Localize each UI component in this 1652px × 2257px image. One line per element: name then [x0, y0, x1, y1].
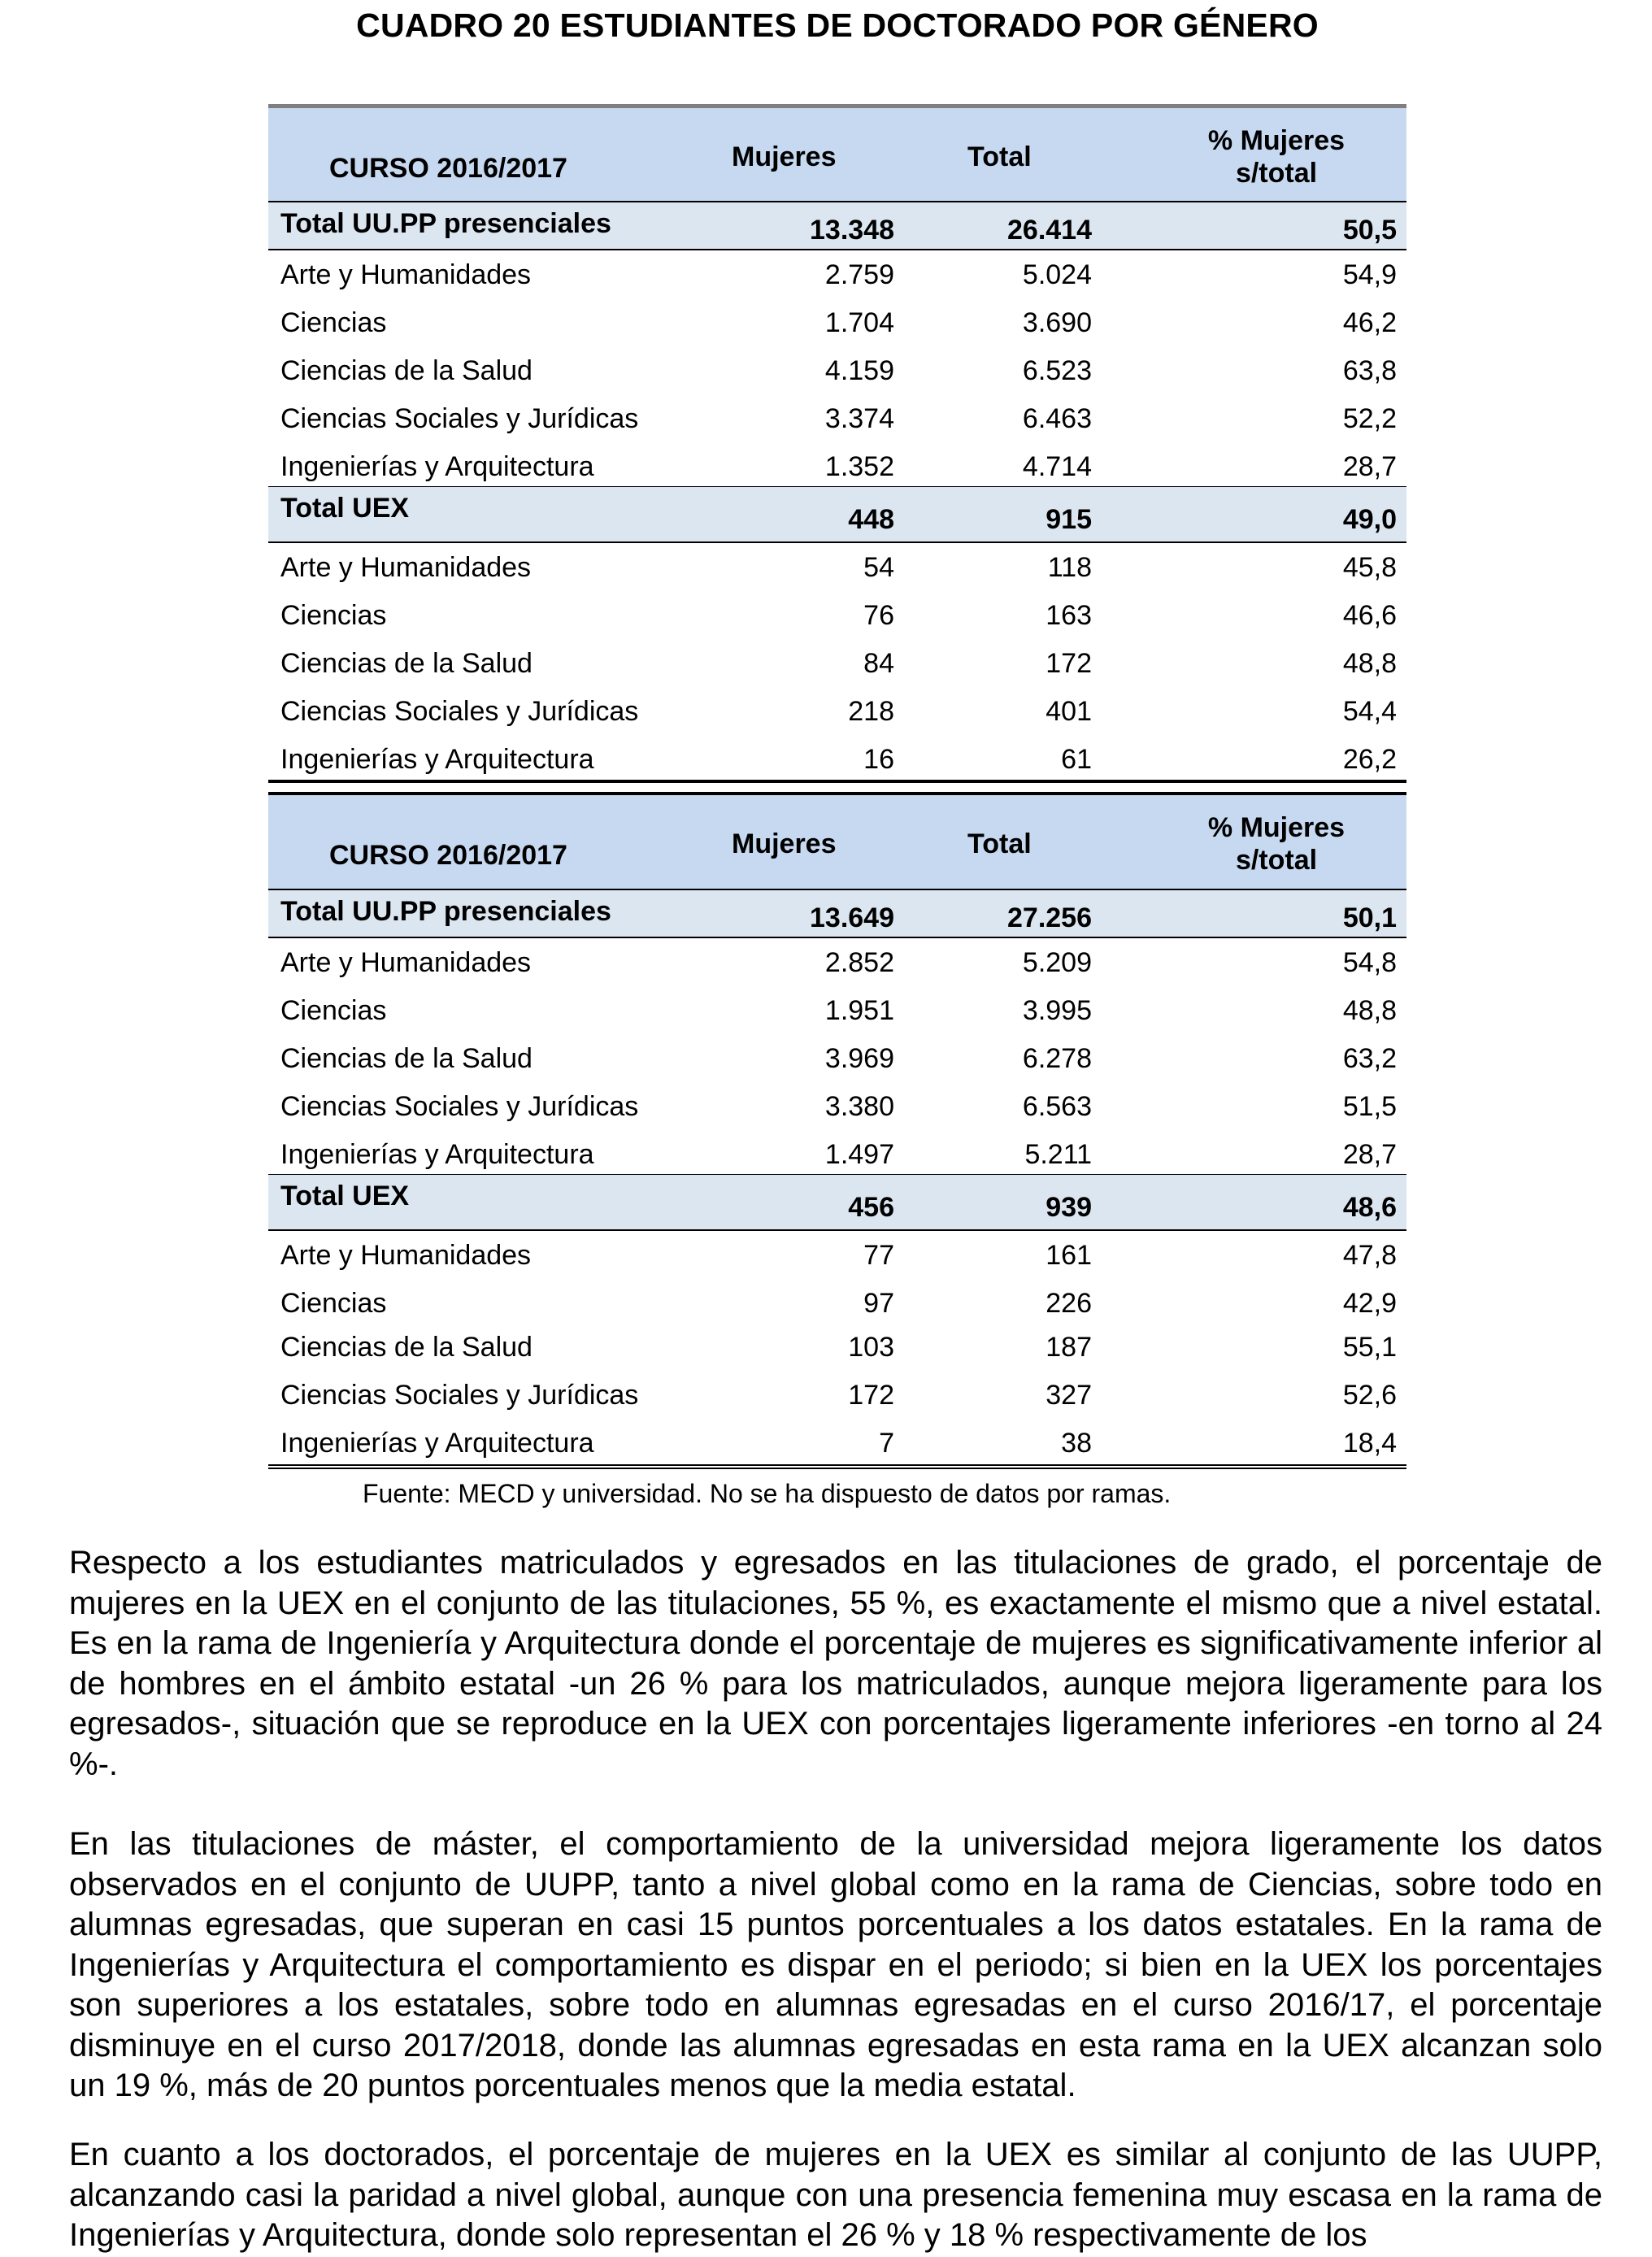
table-title: CUADRO 20 ESTUDIANTES DE DOCTORADO POR GÉNERO [356, 7, 1319, 44]
table-row-total [268, 202, 1406, 250]
row-mujeres: 1.951 [824, 995, 894, 1026]
row-total: 161 [1046, 1240, 1092, 1271]
row-mujeres: 456 [848, 1192, 894, 1223]
row-mujeres: 13.348 [810, 215, 894, 246]
row-pct: 48,8 [1342, 995, 1397, 1026]
row-total: 163 [1046, 600, 1092, 631]
row-pct: 50,5 [1342, 215, 1397, 246]
row-total: 3.690 [1022, 307, 1092, 338]
row-mujeres: 16 [863, 744, 894, 775]
row-total: 4.714 [1022, 451, 1092, 482]
row-label: Ciencias de la Salud [280, 1332, 533, 1363]
row-label: Arte y Humanidades [280, 259, 532, 290]
row-pct: 28,7 [1342, 1139, 1397, 1170]
row-total: 26.414 [1007, 215, 1092, 246]
table-row-total [268, 890, 1406, 938]
row-mujeres: 54 [863, 552, 894, 583]
row-mujeres: 1.704 [824, 307, 894, 338]
row-mujeres: 103 [848, 1332, 894, 1363]
row-mujeres: 3.969 [824, 1043, 894, 1074]
table-row [268, 687, 1406, 735]
row-total: 939 [1046, 1192, 1092, 1223]
row-label: Total UU.PP presenciales [280, 208, 611, 239]
row-total: 61 [1061, 744, 1092, 775]
table-row [268, 1231, 1406, 1279]
row-total: 172 [1046, 648, 1092, 679]
row-pct: 63,2 [1342, 1043, 1397, 1074]
table-row [268, 986, 1406, 1034]
row-total: 27.256 [1007, 902, 1092, 933]
row-pct: 63,8 [1342, 355, 1397, 386]
row-total: 3.995 [1022, 995, 1092, 1026]
table-row [268, 1279, 1406, 1323]
row-mujeres: 76 [863, 600, 894, 631]
row-label: Total UU.PP presenciales [280, 896, 611, 927]
table-row [268, 442, 1406, 486]
table-row [268, 938, 1406, 986]
row-total: 6.523 [1022, 355, 1092, 386]
row-total: 6.278 [1022, 1043, 1092, 1074]
row-total: 38 [1061, 1428, 1092, 1459]
row-mujeres: 97 [863, 1288, 894, 1319]
row-total: 226 [1046, 1288, 1092, 1319]
row-label: Ciencias [280, 995, 387, 1026]
row-label: Ingenierías y Arquitectura [280, 1428, 594, 1459]
row-mujeres: 3.374 [824, 403, 894, 434]
header-curso: CURSO 2016/2017 [329, 153, 567, 184]
row-pct: 28,7 [1342, 451, 1397, 482]
table-row-total [268, 1174, 1406, 1231]
row-label: Ciencias [280, 600, 387, 631]
table-row [268, 250, 1406, 298]
table-header [268, 104, 1406, 202]
row-label: Ciencias Sociales y Jurídicas [280, 696, 639, 727]
row-mujeres: 1.352 [824, 451, 894, 482]
table-row [268, 543, 1406, 591]
row-pct: 47,8 [1342, 1240, 1397, 1271]
row-total: 915 [1046, 504, 1092, 535]
header-pct-line1: % Mujeres [1207, 125, 1346, 156]
row-total: 5.209 [1022, 947, 1092, 978]
row-pct: 48,8 [1342, 648, 1397, 679]
paragraph-master: En las titulaciones de máster, el comportamiento de la universidad mejora ligeramente los datos observados en el conjunto de UUPP, tanto a nivel global como en la rama de Ciencias, sobre todo en alumnas egresadas, que superan en casi 15 puntos porcentuales a los datos estatales. En la rama de Ingenierías y Arquitectura el comportamiento es dispar en el periodo; si bien en la UEX los porcentajes son superiores a los estatales, sobre todo en alumnas egresadas en el curso 2016/17, el porcentaje disminuye en el curso 2017/2018, donde las alumnas egresadas en esta rama en la UEX alcanzan solo un 19 %, más de 20 puntos porcentuales menos que la media estatal. [69, 1826, 1602, 2103]
row-mujeres: 2.759 [824, 259, 894, 290]
row-label: Ciencias de la Salud [280, 355, 533, 386]
row-pct: 46,2 [1342, 307, 1397, 338]
row-pct: 52,2 [1342, 403, 1397, 434]
row-label: Ciencias Sociales y Jurídicas [280, 403, 639, 434]
row-pct: 54,8 [1342, 947, 1397, 978]
row-pct: 54,9 [1342, 259, 1397, 290]
row-label: Ciencias [280, 307, 387, 338]
row-label: Ingenierías y Arquitectura [280, 1139, 594, 1170]
row-label: Arte y Humanidades [280, 1240, 532, 1271]
table-row [268, 1130, 1406, 1174]
row-total: 118 [1047, 552, 1092, 583]
row-label: Arte y Humanidades [280, 552, 532, 583]
table-row [268, 1082, 1406, 1130]
row-label: Ingenierías y Arquitectura [280, 451, 594, 482]
header-curso: CURSO 2016/2017 [329, 840, 567, 871]
row-pct: 26,2 [1342, 744, 1397, 775]
row-pct: 46,6 [1342, 600, 1397, 631]
row-pct: 51,5 [1342, 1091, 1397, 1122]
table-row [268, 1034, 1406, 1082]
row-pct: 55,1 [1342, 1332, 1397, 1363]
row-label: Ingenierías y Arquitectura [280, 744, 594, 775]
row-mujeres: 172 [848, 1380, 894, 1411]
row-mujeres: 1.497 [824, 1139, 894, 1170]
row-mujeres: 2.852 [824, 947, 894, 978]
table-row [268, 346, 1406, 394]
table-source-note: Fuente: MECD y universidad. No se ha dispuesto de datos por ramas. [363, 1479, 1172, 1508]
row-label: Ciencias Sociales y Jurídicas [280, 1380, 639, 1411]
row-total: 6.563 [1022, 1091, 1092, 1122]
row-mujeres: 3.380 [824, 1091, 894, 1122]
row-total: 5.024 [1022, 259, 1092, 290]
header-pct-line2: s/total [1235, 158, 1318, 189]
paragraph-doctorado: En cuanto a los doctorados, el porcentaje de mujeres en la UEX es similar al conjunto de las UUPP, alcanzando casi la paridad a nivel global, aunque con una presencia femenina muy escasa en la rama de Ingenierías y Arquitectura, donde solo representan el 26 % y 18 % respectivamente de los [69, 2137, 1602, 2253]
table-row-total [268, 486, 1406, 543]
row-pct: 54,4 [1342, 696, 1397, 727]
row-pct: 49,0 [1342, 504, 1397, 535]
table-row [268, 639, 1406, 687]
row-label: Total UEX [280, 493, 410, 524]
header-mujeres: Mujeres [732, 828, 837, 859]
row-label: Arte y Humanidades [280, 947, 532, 978]
data-table-section-2 [268, 792, 1406, 1469]
table-row [268, 1371, 1406, 1419]
row-label: Ciencias de la Salud [280, 1043, 533, 1074]
paragraph-grado: Respecto a los estudiantes matriculados y egresados en las titulaciones de grado, el porcentaje de mujeres en la UEX en el conjunto de las titulaciones, 55 %, es exactamente el mismo que a nivel estatal. Es en la rama de Ingeniería y Arquitectura donde el porcentaje de mujeres es significativamente inferior al de hombres en el ámbito estatal -un 26 % para los matriculados, aunque mejora ligeramente para los egresados-, situación que se reproduce en la UEX con porcentajes ligeramente inferiores -en torno al 24 %-. [69, 1545, 1602, 1782]
header-pct-line2: s/total [1235, 845, 1318, 876]
table-row [268, 394, 1406, 442]
row-total: 187 [1046, 1332, 1092, 1363]
row-label: Ciencias [280, 1288, 387, 1319]
table-row [268, 298, 1406, 346]
row-total: 401 [1046, 696, 1092, 727]
row-label: Ciencias de la Salud [280, 648, 533, 679]
row-pct: 52,6 [1342, 1380, 1397, 1411]
header-total: Total [967, 141, 1032, 172]
row-total: 6.463 [1022, 403, 1092, 434]
row-label: Ciencias Sociales y Jurídicas [280, 1091, 639, 1122]
row-label: Total UEX [280, 1181, 410, 1211]
header-mujeres: Mujeres [732, 141, 837, 172]
row-mujeres: 448 [848, 504, 894, 535]
table-header [268, 792, 1406, 890]
table-row [268, 1419, 1406, 1469]
table-row [268, 735, 1406, 783]
row-pct: 45,8 [1342, 552, 1397, 583]
table-row [268, 591, 1406, 639]
header-pct [1163, 124, 1390, 189]
row-pct: 50,1 [1342, 902, 1397, 933]
header-pct [1163, 811, 1390, 876]
row-pct: 48,6 [1342, 1192, 1397, 1223]
row-mujeres: 4.159 [824, 355, 894, 386]
row-total: 5.211 [1024, 1139, 1092, 1170]
row-mujeres: 84 [863, 648, 894, 679]
row-mujeres: 13.649 [810, 902, 894, 933]
row-mujeres: 7 [879, 1428, 894, 1459]
header-total: Total [967, 828, 1032, 859]
row-pct: 42,9 [1342, 1288, 1397, 1319]
row-mujeres: 218 [848, 696, 894, 727]
header-pct-line1: % Mujeres [1207, 812, 1346, 843]
row-pct: 18,4 [1342, 1428, 1397, 1459]
row-mujeres: 77 [863, 1240, 894, 1271]
data-table-section-1 [268, 104, 1406, 783]
table-row [268, 1323, 1406, 1371]
row-total: 327 [1046, 1380, 1092, 1411]
